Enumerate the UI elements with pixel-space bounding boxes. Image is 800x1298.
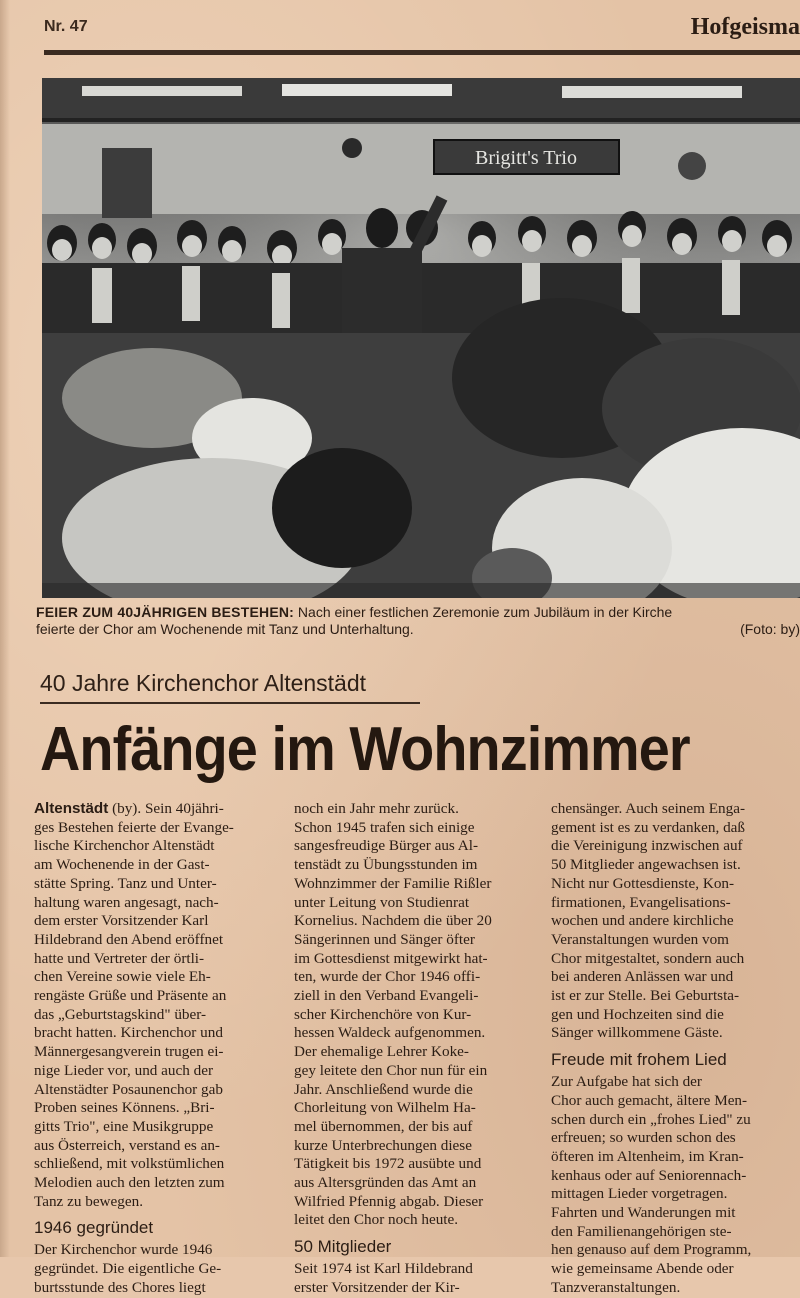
- text-line: Hildebrand den Abend eröffnet: [34, 930, 224, 948]
- text-line: Seit 1974 ist Karl Hildebrand: [294, 1260, 473, 1278]
- text-line: 50 Mitglieder angewachsen ist.: [551, 856, 741, 874]
- text-line: den Familienangehörigen ste-: [551, 1222, 732, 1240]
- text-line: Der ehemalige Lehrer Koke-: [294, 1043, 469, 1061]
- header-rule: [44, 50, 800, 55]
- text-line: Nicht nur Gottesdienste, Kon-: [551, 874, 735, 892]
- article-column-2: [294, 800, 546, 1298]
- text-line: chensänger. Auch seinem Enga-: [551, 800, 745, 817]
- text-line: Altenstädter Posaunenchor gab: [34, 1080, 223, 1098]
- text-line: Tätigkeit bis 1972 ausübte und: [294, 1155, 482, 1173]
- text-line: ges Bestehen feierte der Evange-: [34, 818, 234, 836]
- text-line: dem erster Vorsitzender Karl: [34, 912, 209, 930]
- text-line: Wilfried Pfennig abgab. Dieser: [294, 1192, 484, 1210]
- article-kicker: 40 Jahre Kirchenchor Altenstädt: [40, 670, 367, 696]
- text-line: Melodien auch den letzten zum: [34, 1174, 225, 1192]
- text-line: noch ein Jahr mehr zurück.: [294, 800, 459, 817]
- text-line: scher Kirchenchöre von Kur-: [294, 1005, 472, 1023]
- text-line: tenstädt zu Übungsstunden im: [294, 856, 478, 874]
- text-line: mittagen Lieder vorgetragen.: [551, 1185, 728, 1203]
- text-line: Altenstädt (by). Sein 40jähri-: [34, 800, 224, 817]
- text-line: Schon 1945 trafen sich einige: [294, 818, 475, 836]
- text-line: Veranstaltungen wurden vom: [551, 930, 729, 948]
- text-line: Tanz zu bewegen.: [34, 1192, 143, 1210]
- text-line: schließend, mit volkstümlichen: [34, 1155, 225, 1173]
- text-line: hen genauso auf dem Programm,: [551, 1241, 752, 1259]
- text-line: Zur Aufgabe hat sich der: [551, 1073, 702, 1091]
- text-line: ist er zur Stelle. Bei Geburtsta-: [551, 987, 740, 1005]
- article-column-3: [551, 800, 800, 1298]
- text-line: bei anderen Anlässen war und: [551, 968, 734, 986]
- text-line: leitet den Chor noch heute.: [294, 1211, 459, 1229]
- text-line: aus Altersgründen das Amt an: [294, 1174, 477, 1192]
- text-line: stätte Spring. Tanz und Unter-: [34, 874, 217, 892]
- text-line: Fahrten und Wanderungen mit: [551, 1204, 736, 1222]
- subheading-1946: 1946 gegründet: [34, 1218, 154, 1238]
- text-line: hatte und Vertreter der örtli-: [34, 949, 205, 967]
- text-line: im Gottesdienst mitgewirkt hat-: [294, 949, 488, 967]
- text-line: kurze Unterbrechungen diese: [294, 1136, 472, 1154]
- page-number: Nr. 47: [44, 18, 88, 35]
- text-line: gement ist es zu verdanken, daß: [551, 818, 745, 836]
- publication-name: Hofgeisma: [690, 14, 800, 40]
- article-headline: Anfänge im Wohnzimmer: [40, 715, 690, 784]
- text-line: gey leitete den Chor nun für ein: [294, 1061, 488, 1079]
- text-line: firmationen, Evangelisations-: [551, 893, 731, 911]
- text-line: hessen Waldeck aufgenommen.: [294, 1024, 486, 1042]
- text-line: öfteren im Altenheim, im Kran-: [551, 1147, 744, 1165]
- dateline: Altenstädt: [34, 800, 109, 817]
- text-line: kenhaus oder auf Seniorennach-: [551, 1166, 747, 1184]
- text-line: gitts Trio", eine Musikgruppe: [34, 1117, 214, 1135]
- text-line: schen durch ein „frohes Lied" zu: [551, 1110, 751, 1128]
- caption-heading: FEIER ZUM 40JÄHRIGEN BESTEHEN:: [36, 604, 295, 620]
- caption-text-1: Nach einer festlichen Zeremonie zum Jubiläum in der Kirche: [294, 604, 673, 620]
- text-line: ziell in den Verband Evangeli-: [294, 987, 479, 1005]
- article-column-1: [34, 800, 286, 1298]
- text-line: erster Vorsitzender der Kir-: [294, 1278, 460, 1296]
- text-line: wochen und andere kirchliche: [551, 912, 734, 930]
- text-line: das „Geburtstagskind" über-: [34, 1005, 207, 1023]
- photo-credit: (Foto: by): [740, 621, 800, 637]
- text-line: lische Kirchenchor Altenstädt: [34, 837, 215, 855]
- text-line: aus Österreich, verstand es an-: [34, 1136, 220, 1154]
- kicker-rule: [40, 702, 420, 704]
- text-line: unter Leitung von Studienrat: [294, 893, 470, 911]
- text-line: haltung waren angesagt, nach-: [34, 893, 219, 911]
- text-line: Männergesangverein trugen ei-: [34, 1043, 224, 1061]
- text-line: sangesfreudige Bürger aus Al-: [294, 837, 479, 855]
- text-line: ten, wurde der Chor 1946 offi-: [294, 968, 481, 986]
- text-line: Kornelius. Nachdem die über 20: [294, 912, 492, 930]
- banner-text: Brigitt's Trio: [475, 147, 577, 169]
- text-line: mel übernommen, der bis auf: [294, 1117, 473, 1135]
- text-line: rengäste Grüße und Präsente an: [34, 987, 227, 1005]
- text-line: gen und Hochzeiten sind die: [551, 1005, 724, 1023]
- text-line: Tanzveranstaltungen.: [551, 1278, 681, 1296]
- caption-text-2: feierte der Chor am Wochenende mit Tanz und Unterhaltung.: [36, 621, 414, 637]
- text-line: Sänger willkommene Gäste.: [551, 1024, 723, 1042]
- torn-edge: [0, 0, 10, 1257]
- subheading-50-mitglieder: 50 Mitglieder: [294, 1237, 392, 1257]
- choir-photo: [42, 78, 800, 598]
- text-line: Sängerinnen und Sänger öfter: [294, 930, 475, 948]
- text-line: bracht hatten. Kirchenchor und: [34, 1024, 223, 1042]
- text-line: Chor mitgestaltet, sondern auch: [551, 949, 745, 967]
- photo-caption: [36, 604, 800, 638]
- text-line: chen Vereine sowie viele Eh-: [34, 968, 211, 986]
- text-line: gegründet. Die eigentliche Ge-: [34, 1260, 222, 1278]
- text-line: erfreuen; so wurden schon des: [551, 1129, 736, 1147]
- text-line: Chorleitung von Wilhelm Ha-: [294, 1099, 476, 1117]
- text-line: Wohnzimmer der Familie Rißler: [294, 874, 492, 892]
- text-line: Jahr. Anschließend wurde die: [294, 1080, 473, 1098]
- text-line: wie gemeinsame Abende oder: [551, 1260, 734, 1278]
- text-line: Chor auch gemacht, ältere Men-: [551, 1091, 748, 1109]
- subheading-freude: Freude mit frohem Lied: [551, 1050, 727, 1070]
- text-line: am Wochenende in der Gast-: [34, 856, 210, 874]
- text-line: Proben seines Könnens. „Bri-: [34, 1099, 215, 1117]
- text-line: burtsstunde des Chores liegt: [34, 1278, 206, 1296]
- text-line: Der Kirchenchor wurde 1946: [34, 1241, 213, 1259]
- text-line: die Vereinigung inzwischen auf: [551, 837, 743, 855]
- text-line: nige Lieder vor, und auch der: [34, 1061, 214, 1079]
